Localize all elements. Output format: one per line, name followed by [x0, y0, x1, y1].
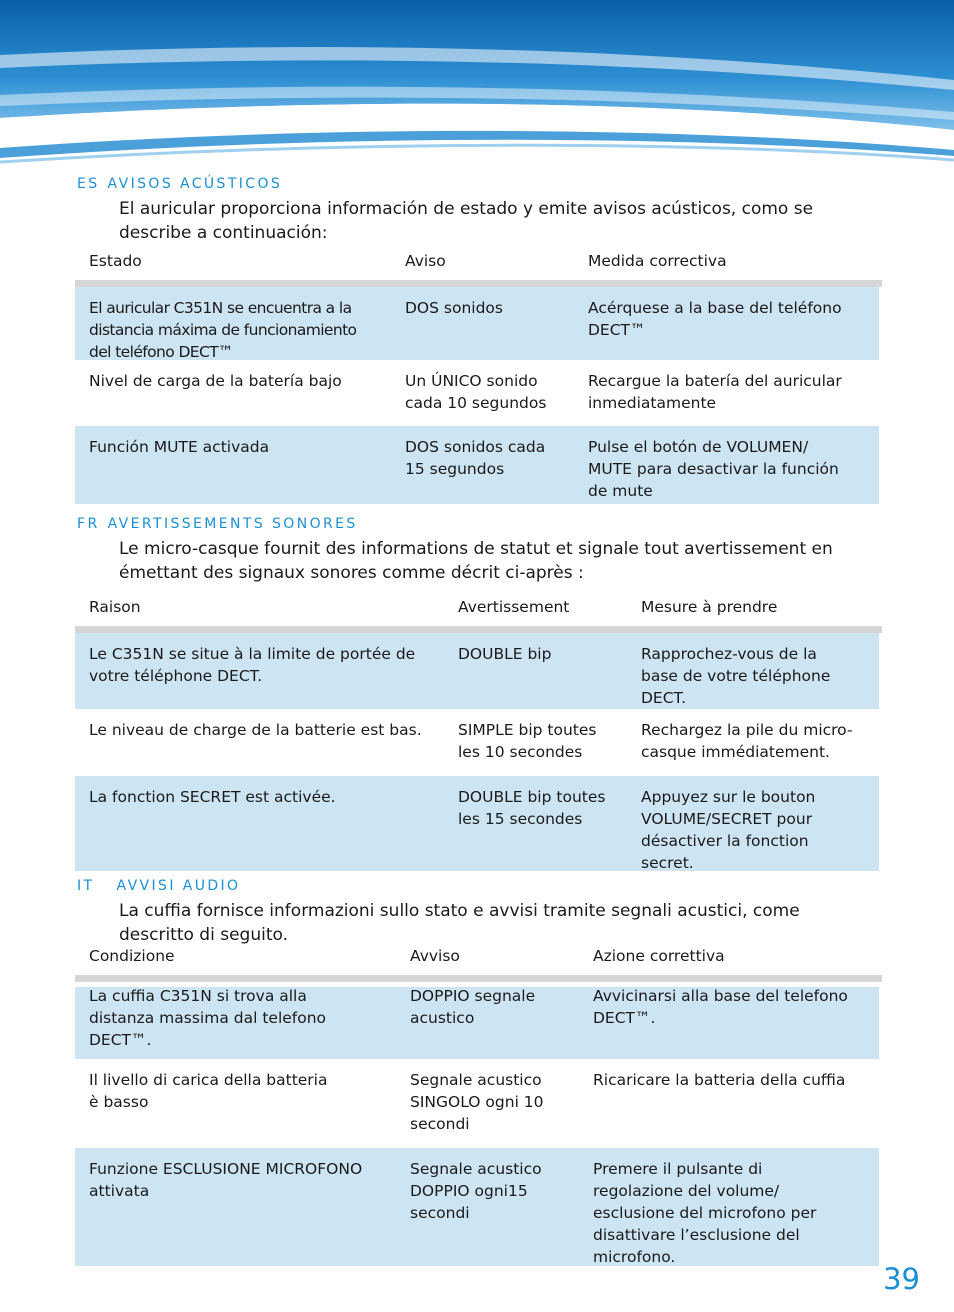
table-row [75, 1059, 879, 1148]
header-separator [75, 280, 882, 287]
table-fr [75, 586, 879, 871]
header-separator [75, 626, 882, 633]
cell-line: DOS sonidos [405, 299, 503, 317]
cell-line: 15 segundos [405, 460, 505, 478]
cell-line: disattivare l’esclusione del [593, 1226, 800, 1244]
cell-line: Nivel de carga de la batería bajo [89, 372, 342, 390]
cell-line: Rapprochez-vous de la [641, 645, 817, 663]
cell-line: DECT™. [89, 1031, 152, 1049]
cell [89, 1158, 362, 1202]
page-number: 39 [883, 1262, 920, 1296]
cell-line: les 10 secondes [458, 743, 583, 761]
header-cell: Estado [89, 252, 142, 270]
table-row [75, 1148, 879, 1266]
cell-line: esclusione del microfono per [593, 1204, 817, 1222]
table-header [75, 240, 879, 280]
cell [89, 643, 415, 687]
cell [405, 370, 546, 414]
cell-line: microfono. [593, 1248, 676, 1266]
cell-line: DOPPIO ogni15 [410, 1182, 528, 1200]
cell-line: acustico [410, 1009, 475, 1027]
table-row [75, 987, 879, 1059]
cell-line: désactiver la fonction [641, 832, 809, 850]
cell-line: El auricular C351N se encuentra a la [89, 299, 352, 317]
intro-fr [119, 537, 879, 585]
section-title-es [77, 176, 282, 192]
header-wave-banner [0, 0, 954, 175]
section-title-it [77, 878, 240, 894]
cell-line: SINGOLO ogni 10 [410, 1093, 544, 1111]
cell-line: Il livello di carica della batteria [89, 1071, 328, 1089]
cell-line: distanza massima dal telefono [89, 1009, 327, 1027]
intro-line: descritto di seguito. [119, 925, 288, 945]
cell [89, 719, 422, 741]
cell [641, 786, 815, 874]
cell-line: regolazione del volume/ [593, 1182, 780, 1200]
lang-code: IT [77, 878, 95, 894]
cell-line: distancia máxima de funcionamiento [89, 321, 357, 339]
lang-code: FR [77, 516, 100, 532]
cell-line: casque immédiatement. [641, 743, 830, 761]
header-cell: Azione correttiva [593, 947, 725, 965]
cell [89, 1069, 328, 1113]
table-row [75, 426, 879, 504]
cell-line: Le C351N se situe à la limite de portée de [89, 645, 416, 663]
cell [89, 297, 356, 363]
intro-line: Le micro-casque fournit des informations de statut et signale tout avertissement en [119, 539, 833, 559]
cell-line: Ricaricare la batteria della cuffia [593, 1071, 846, 1089]
section-heading: AVISOS ACÚSTICOS [107, 176, 283, 192]
cell-line: Función MUTE activada [89, 438, 270, 456]
table-row [75, 776, 879, 871]
cell-line: Segnale acustico [410, 1071, 542, 1089]
cell-line: è basso [89, 1093, 149, 1111]
table-row [75, 360, 879, 426]
cell-line: Avvicinarsi alla base del telefono [593, 987, 848, 1005]
cell-line: les 15 secondes [458, 810, 583, 828]
cell-line: secondi [410, 1115, 470, 1133]
cell [593, 1069, 845, 1091]
cell [89, 985, 326, 1051]
cell-line: DOPPIO segnale [410, 987, 536, 1005]
cell [588, 436, 839, 502]
header-cell: Aviso [405, 252, 446, 270]
cell-line: DECT™. [593, 1009, 656, 1027]
cell [458, 719, 596, 763]
cell [405, 297, 503, 319]
intro-es [119, 197, 879, 245]
cell-line: DOS sonidos cada [405, 438, 546, 456]
section-heading: AVERTISSEMENTS SONORES [107, 516, 358, 532]
cell-line: Recargue la batería del auricular [588, 372, 842, 390]
cell [458, 643, 551, 665]
cell-line: Funzione ESCLUSIONE MICROFONO [89, 1160, 363, 1178]
cell [89, 436, 269, 458]
header-cell: Medida correctiva [588, 252, 727, 270]
lang-code: ES [77, 176, 100, 192]
cell-line: Un ÚNICO sonido [405, 372, 538, 390]
cell-line: VOLUME/SECRET pour [641, 810, 813, 828]
table-row [75, 287, 879, 360]
cell-line: Appuyez sur le bouton [641, 788, 816, 806]
cell-line: DOUBLE bip toutes [458, 788, 606, 806]
table-it [75, 935, 879, 1266]
cell-line: Premere il pulsante di [593, 1160, 763, 1178]
cell-line: Pulse el botón de VOLUMEN/ [588, 438, 809, 456]
cell-line: cada 10 segundos [405, 394, 547, 412]
cell [410, 1158, 542, 1224]
cell [588, 297, 842, 341]
cell-line: Rechargez la pile du micro- [641, 721, 853, 739]
section-heading: AVVISI AUDIO [116, 878, 241, 894]
cell-line: DECT. [641, 689, 687, 707]
header-cell: Condizione [89, 947, 175, 965]
header-cell: Avertissement [458, 598, 570, 616]
cell-line: DOUBLE bip [458, 645, 552, 663]
cell-line: inmediatamente [588, 394, 717, 412]
cell-line: La fonction SECRET est activée. [89, 788, 336, 806]
table-es [75, 240, 879, 504]
intro-line: describe a continuación: [119, 223, 328, 243]
cell-line: del teléfono DECT™ [89, 343, 233, 361]
cell-line: Segnale acustico [410, 1160, 542, 1178]
table-row [75, 709, 879, 776]
cell-line: secret. [641, 854, 694, 872]
cell [405, 436, 545, 480]
cell [458, 786, 605, 830]
section-title-fr [77, 516, 358, 532]
cell-line: de mute [588, 482, 653, 500]
cell [410, 985, 535, 1029]
header-separator [75, 975, 882, 982]
cell-line: votre téléphone DECT. [89, 667, 263, 685]
cell-line: SIMPLE bip toutes [458, 721, 597, 739]
cell-line: attivata [89, 1182, 150, 1200]
cell [593, 1158, 816, 1268]
cell-line: Le niveau de charge de la batterie est bas. [89, 721, 422, 739]
cell [410, 1069, 544, 1135]
cell [89, 786, 336, 808]
cell-line: base de votre téléphone [641, 667, 831, 685]
header-cell: Avviso [410, 947, 460, 965]
intro-line: émettant des signaux sonores comme décrit ci-après : [119, 563, 584, 583]
cell-line: MUTE para desactivar la función [588, 460, 839, 478]
intro-line: La cuffia fornisce informazioni sullo stato e avvisi tramite segnali acustici, come [119, 901, 800, 921]
cell-line: La cuffia C351N si trova alla [89, 987, 307, 1005]
cell-line: Acérquese a la base del teléfono [588, 299, 842, 317]
cell-line: DECT™ [588, 321, 646, 339]
cell [593, 985, 848, 1029]
cell [641, 643, 830, 709]
cell-line: secondi [410, 1204, 470, 1222]
cell [89, 370, 342, 392]
table-header [75, 935, 879, 975]
table-header [75, 586, 879, 626]
cell [641, 719, 853, 763]
cell [588, 370, 842, 414]
header-cell: Mesure à prendre [641, 598, 778, 616]
intro-line: El auricular proporciona información de estado y emite avisos acústicos, como se [119, 199, 814, 219]
table-row [75, 633, 879, 709]
header-cell: Raison [89, 598, 141, 616]
